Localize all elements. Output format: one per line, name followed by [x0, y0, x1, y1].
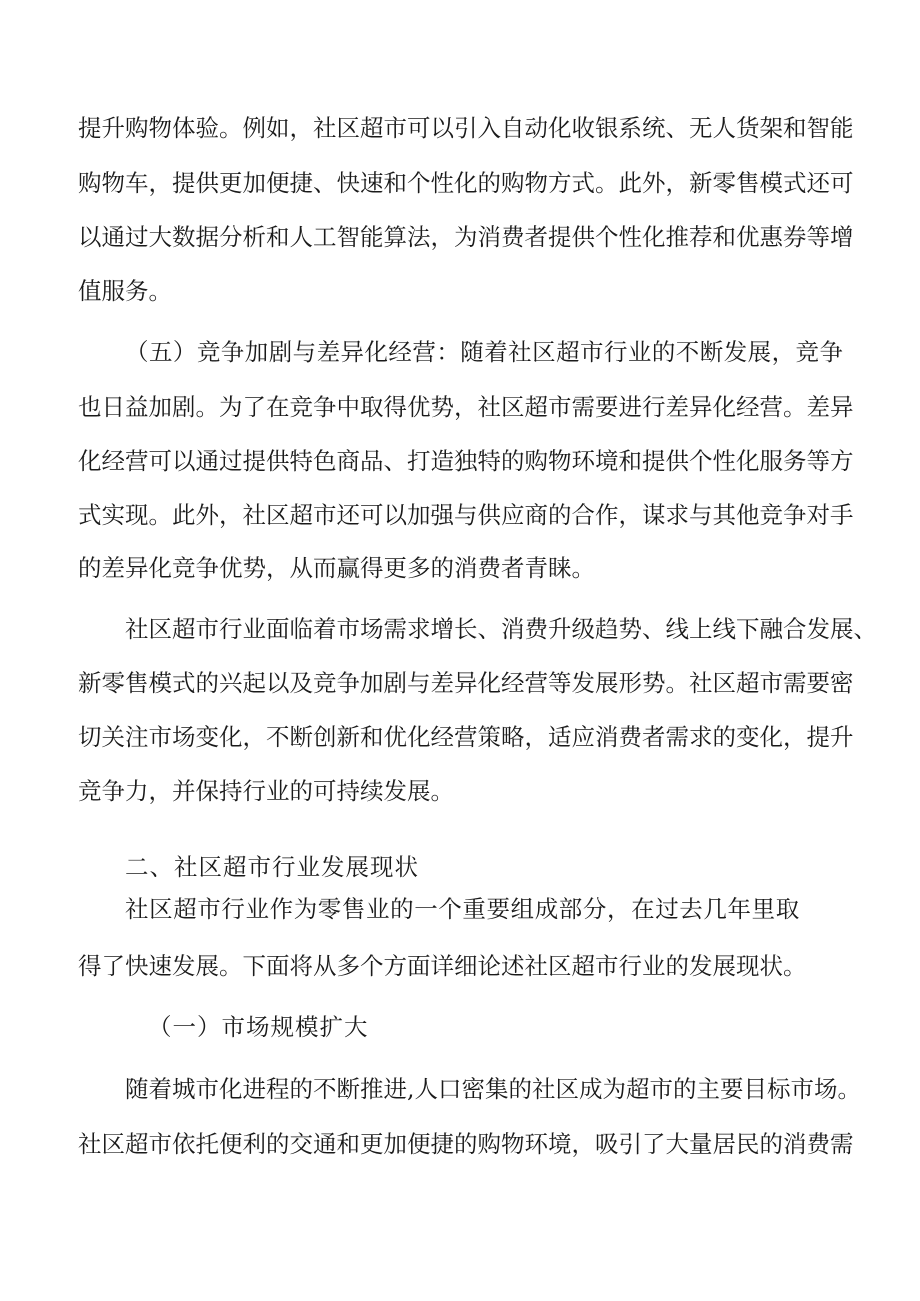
paragraph-line: 切关注市场变化，不断创新和优化经营策略，适应消费者需求的变化，提升: [78, 723, 854, 751]
paragraph-line: 化经营可以通过提供特色商品、打造独特的购物环境和提供个性化服务等方: [78, 447, 854, 475]
paragraph-line: （五）竞争加剧与差异化经营：随着社区超市行业的不断发展，竞争: [125, 338, 843, 366]
paragraph-line: 社区超市行业作为零售业的一个重要组成部分，在过去几年里取: [125, 895, 800, 923]
paragraph-line: 式实现。此外，社区超市还可以加强与供应商的合作，谋求与其他竞争对手: [78, 501, 854, 529]
paragraph-line: 竞争力，并保持行业的可持续发展。: [78, 777, 454, 805]
section-heading: 二、社区超市行业发展现状: [125, 853, 419, 881]
paragraph-line: 新零售模式的兴起以及竞争加剧与差异化经营等发展形势。社区超市需要密: [78, 669, 854, 697]
paragraph-line: 的差异化竞争优势，从而赢得更多的消费者青睐。: [78, 554, 595, 582]
paragraph-line: 社区超市行业面临着市场需求增长、消费升级趋势、线上线下融合发展、: [125, 615, 877, 643]
paragraph-line: 以通过大数据分析和人工智能算法，为消费者提供个性化推荐和优惠券等增: [78, 223, 854, 251]
subsection-heading: （一）市场规模扩大: [148, 1013, 369, 1041]
paragraph-line: 提升购物体验。例如，社区超市可以引入自动化收银系统、无人货架和智能: [78, 114, 854, 142]
paragraph-line: 得了快速发展。下面将从多个方面详细论述社区超市行业的发展现状。: [78, 952, 807, 980]
paragraph-line: 社区超市依托便利的交通和更加便捷的购物环境，吸引了大量居民的消费需: [78, 1130, 854, 1158]
paragraph-line: 也日益加剧。为了在竞争中取得优势，社区超市需要进行差异化经营。差异: [78, 393, 854, 421]
paragraph-line: 随着城市化进程的不断推进,人口密集的社区成为超市的主要目标市场。: [125, 1075, 861, 1103]
paragraph-line: 购物车，提供更加便捷、快速和个性化的购物方式。此外，新零售模式还可: [78, 169, 854, 197]
paragraph-line: 值服务。: [78, 277, 172, 305]
